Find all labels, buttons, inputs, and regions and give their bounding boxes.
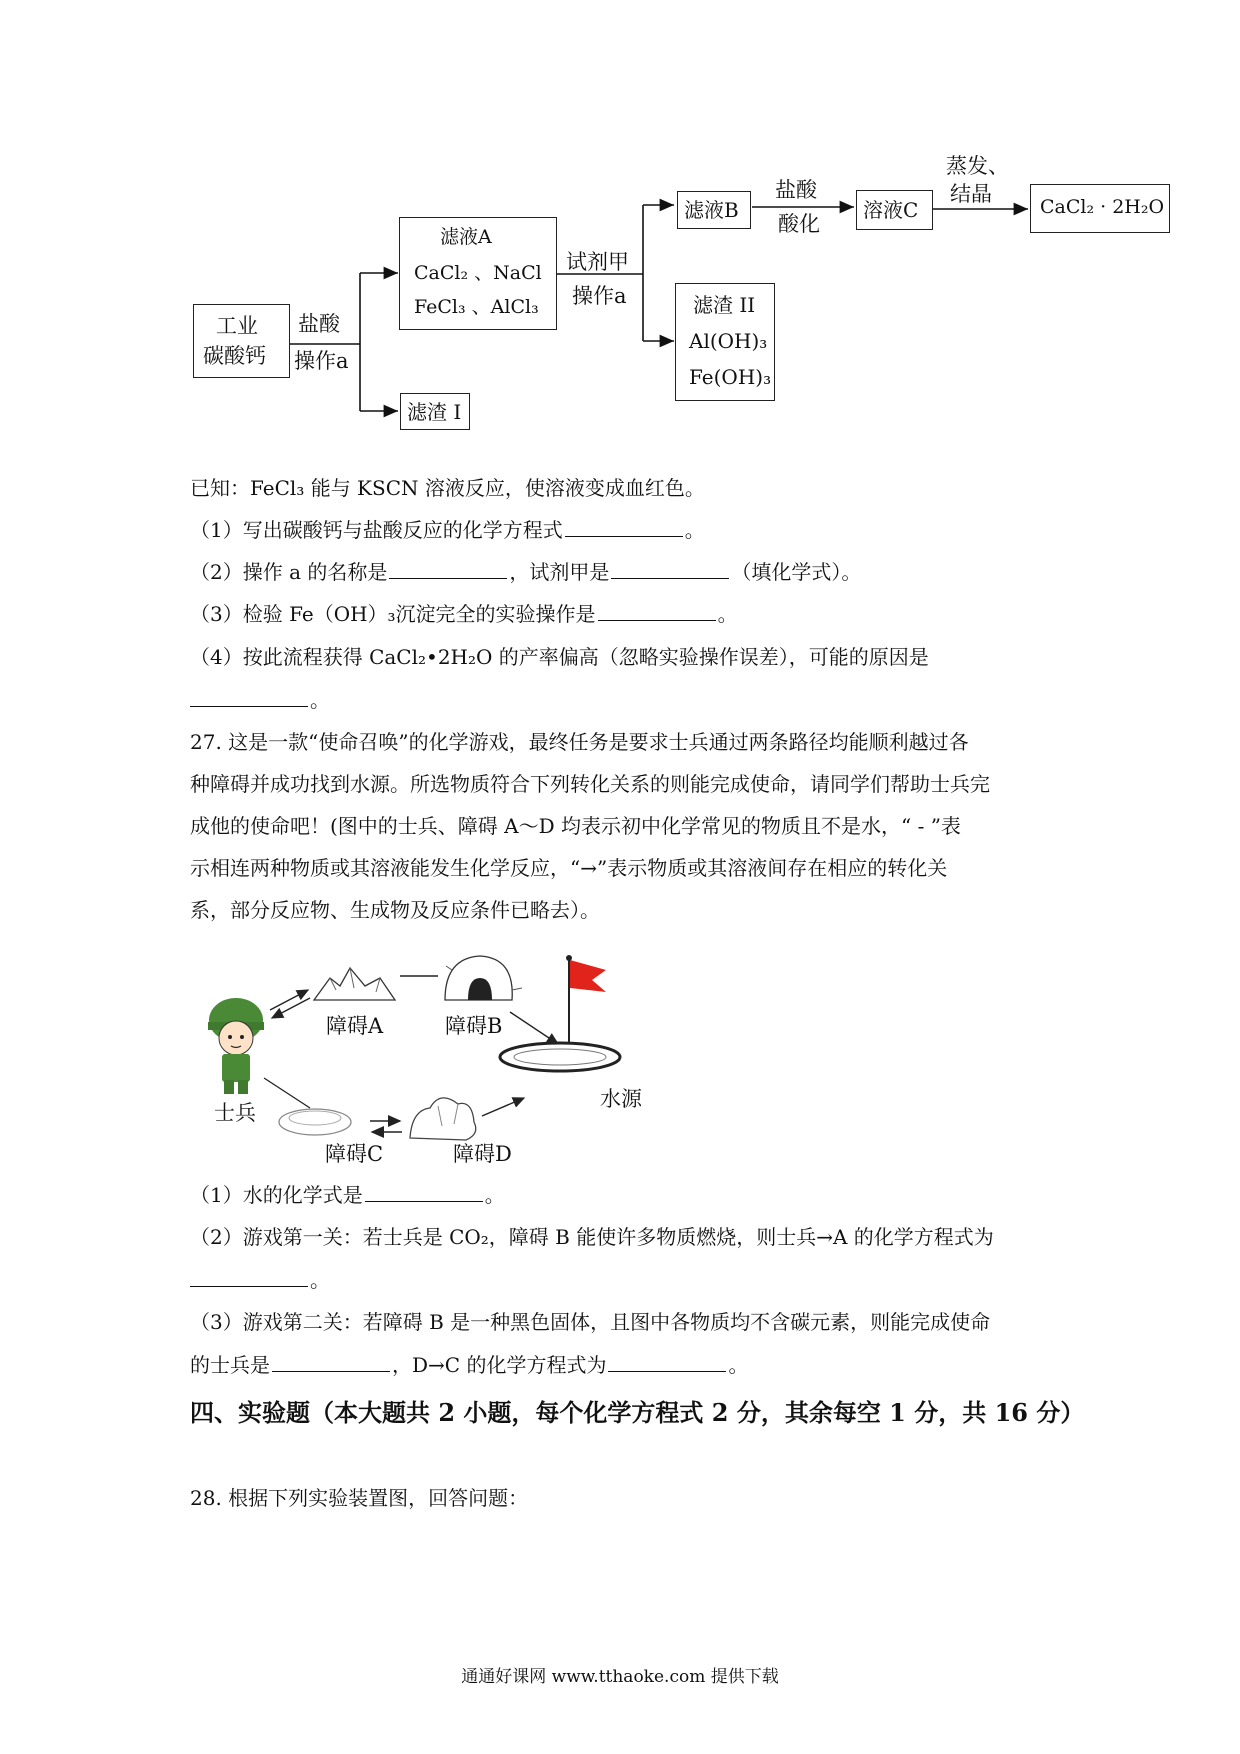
q26-part3-text: （3）检验 Fe（OH）₃沉淀完全的实验操作是 [190,602,596,626]
step1-operation: 操作a [294,349,349,373]
step1-reagent: 盐酸 [298,312,340,336]
water-pond-icon [500,1043,620,1071]
start-box [193,304,290,378]
step4-line2: 结晶 [950,182,992,206]
q26-part4-cont [190,688,330,712]
filtrate-a-box [399,217,557,330]
q27-part1-end: 。 [484,1183,505,1207]
q27-part3-mid: ，D→C 的化学方程式为 [392,1353,607,1377]
obstacle-b-label: 障碍B [445,1014,503,1038]
q26-part3-end: 。 [717,602,738,626]
obstacle-d-label: 障碍D [453,1142,512,1166]
q27-part3-end: 。 [728,1353,749,1377]
flag-icon [566,955,606,1048]
answer-blank[interactable] [565,518,683,537]
step4-line1: 蒸发、 [946,154,1009,178]
residue-2-title: 滤渣 II [693,293,756,317]
q26-part2-text: （2）操作 a 的名称是 [190,560,388,584]
filtrate-b-label: 滤液B [684,198,739,222]
q26-part4-end: 。 [310,688,330,712]
filtrate-a-line2: FeCl₃ 、AlCl₃ [414,296,539,318]
residue-1-box [400,393,470,430]
q26-part4: （4）按此流程获得 CaCl₂•2H₂O 的产率偏高（忽略实验操作误差），可能的原因是 [190,645,929,669]
game-diagram-drawing [190,940,730,1170]
q27-part3-text: 的士兵是 [190,1353,270,1377]
q27-part3: （3）游戏第二关：若障碍 B 是一种黑色固体，且图中各物质均不含碳元素，则能完成使命 [190,1310,991,1334]
q26-part3 [190,602,738,626]
q26-known: 已知：FeCl₃ 能与 KSCN 溶液反应，使溶液变成血红色。 [190,476,705,500]
residue-2-box [675,283,775,401]
obstacle-c-label: 障碍C [325,1142,384,1166]
q27-line2: 种障碍并成功找到水源。所选物质符合下列转化关系的则能完成使命，请同学们帮助士兵完 [190,772,990,796]
product-label: CaCl₂ · 2H₂O [1040,196,1165,218]
residue-2-line1: Al(OH)₃ [689,329,768,353]
water-label: 水源 [600,1087,642,1111]
answer-blank[interactable] [272,1353,390,1372]
dish-icon [279,1109,351,1135]
filtrate-b-box [677,191,751,229]
product-box [1030,184,1170,233]
residue-2-line2: Fe(OH)₃ [689,365,772,389]
step2-reagent: 试剂甲 [566,250,629,274]
filtrate-a-line1: CaCl₂ 、NaCl [414,262,542,284]
mountain-icon [314,968,395,1000]
q26-part2-mid: ，试剂甲是 [509,560,610,584]
start-label-2: 碳酸钙 [203,344,266,368]
q27-line4: 示相连两种物质或其溶液能发生化学反应，“→”表示物质或其溶液间存在相应的转化关 [190,856,948,880]
rock-arch-icon [445,956,522,1000]
answer-blank[interactable] [598,602,716,621]
start-label-1: 工业 [216,314,258,338]
answer-blank[interactable] [365,1183,483,1202]
q27-part1-text: （1）水的化学式是 [190,1183,363,1207]
q27-line1: 27. 这是一款“使命召唤”的化学游戏，最终任务是要求士兵通过两条路径均能顺利越过各 [190,730,969,754]
obstacle-a-label: 障碍A [326,1014,384,1038]
q26-part1-text: （1）写出碳酸钙与盐酸反应的化学方程式 [190,518,563,542]
q27-line3: 成他的使命吧！(图中的士兵、障碍 A～D 均表示初中化学常见的物质且不是水，“ - ”表 [190,814,961,838]
solution-c-label: 溶液C [863,198,919,222]
answer-blank[interactable] [611,560,729,579]
section-4-title: 四、实验题（本大题共 2 小题，每个化学方程式 2 分，其余每空 1 分，共 16 分） [190,1398,1085,1427]
soldier-icon [208,998,264,1094]
q26-part2-end: （填化学式）。 [731,560,862,584]
answer-blank[interactable] [608,1353,726,1372]
q28-text: 28. 根据下列实验装置图，回答问题： [190,1486,529,1510]
soldier-label: 士兵 [214,1101,256,1125]
step3-reagent: 盐酸 [775,178,817,202]
step3-operation: 酸化 [778,212,820,236]
answer-blank[interactable] [190,1268,308,1287]
q26-part1 [190,518,705,542]
q27-part2-cont [190,1268,330,1292]
q27-part2-end: 。 [310,1268,330,1292]
residue-1-label: 滤渣 I [407,400,462,424]
answer-blank[interactable] [389,560,507,579]
answer-blank[interactable] [190,688,308,707]
q27-part2: （2）游戏第一关：若士兵是 CO₂，障碍 B 能使许多物质燃烧，则士兵→A 的化学方程式为 [190,1225,994,1249]
step2-operation: 操作a [572,284,627,308]
page-footer: 通通好课网 www.tthaoke.com 提供下载 [461,1667,779,1687]
q26-part2 [190,560,861,584]
rocks-icon [410,1098,476,1140]
q27-line5: 系，部分反应物、生成物及反应条件已略去）。 [190,898,600,922]
q26-part1-end: 。 [684,518,705,542]
q27-part3-cont [190,1353,748,1377]
q27-part1 [190,1183,505,1207]
solution-c-box [856,190,933,230]
filtrate-a-title: 滤液A [440,226,492,248]
